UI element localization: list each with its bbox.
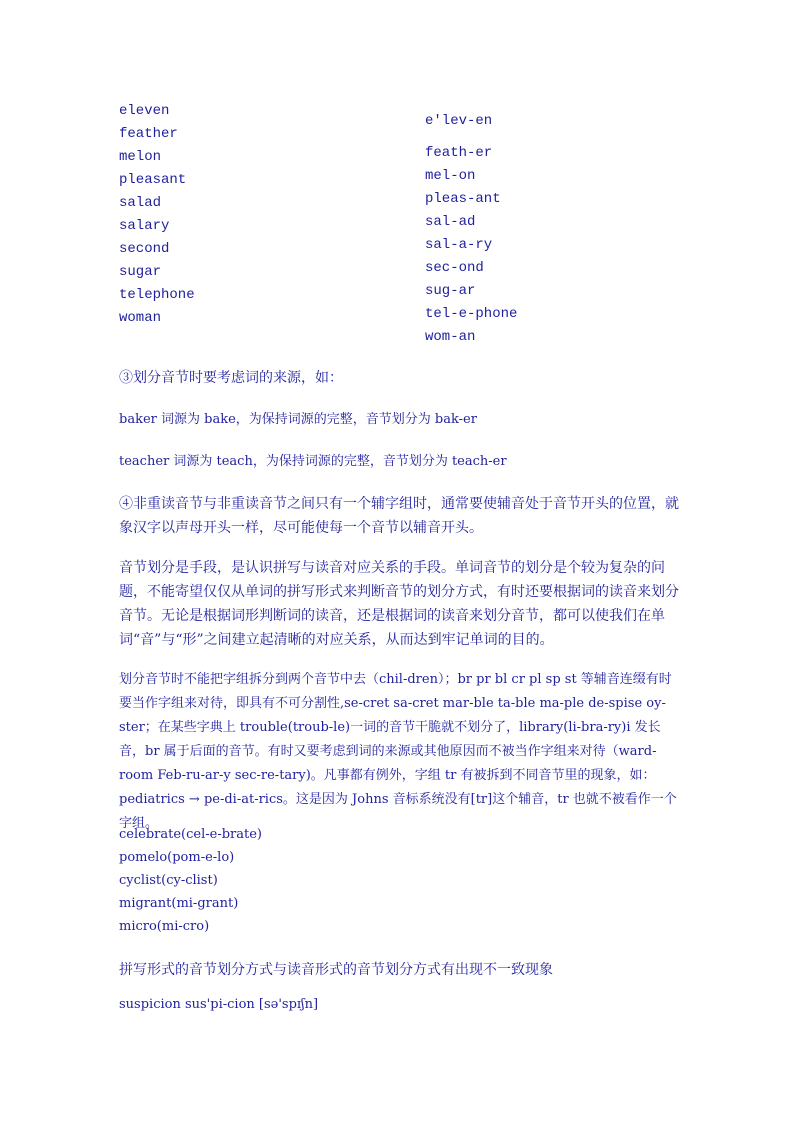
example-item: pomelo(pom-e-lo) (119, 850, 235, 865)
rule3-heading (119, 366, 679, 390)
syllable-item: tel-e-phone (425, 306, 518, 322)
rule3-example-2 (119, 450, 679, 474)
syllable-item: mel-on (425, 168, 476, 184)
rule4-paragraph (119, 492, 679, 540)
rule3-example-1-text: baker 词源为 bake，为保持词源的完整，音节划分为 bak-er (119, 412, 477, 427)
syllable-item: sec-ond (425, 260, 484, 276)
mismatch-heading-text: 拼写形式的音节划分方式与读音形式的音节划分方式有出现不一致现象 (119, 962, 553, 978)
mismatch-heading (119, 958, 679, 982)
word-item: sugar (119, 264, 162, 280)
clusters-paragraph (119, 668, 679, 836)
word-item: melon (119, 149, 162, 165)
word-item: feather (119, 126, 178, 142)
word-item: second (119, 241, 170, 257)
syllable-item: feath-er (425, 145, 493, 161)
syllable-item: sal-ad (425, 214, 476, 230)
syllable-item: pleas-ant (425, 191, 501, 207)
syllable-item: wom-an (425, 329, 476, 345)
mismatch-example-text: suspicion sus'pi-cion [sə'spɪʃn] (119, 997, 319, 1012)
mismatch-example (119, 993, 679, 1017)
word-item: pleasant (119, 172, 187, 188)
word-item: salary (119, 218, 170, 234)
rule3-example-1 (119, 408, 679, 432)
example-item: micro(mi-cro) (119, 919, 210, 934)
example-item: migrant(mi-grant) (119, 896, 239, 911)
example-item: celebrate(cel-e-brate) (119, 827, 262, 842)
word-item: telephone (119, 287, 195, 303)
clusters-text: 划分音节时不能把字组拆分到两个音节中去（chil-dren）；br pr bl cr pl sp st 等辅音连缀有时要当作字组来对待，即具有不可分割性,se-cret sa-cret mar-ble ta-ble ma-ple de-spise oy-ster；在某些字典上 trouble(troub-le)一词的音节干脆就不划分了，library(li-bra-ry)i 发长音，br 属于后面的音节。有时又要考虑到词的来源或其他原因而不被当作字组来对待（ward-room Feb-ru-ar-y sec-re-tary)。凡事都有例外，字组 tr 有被拆到不同音节里的现象，如：pediatrics → pe-di-at-rics。这是因为 Johns 音标系统没有[tr]这个辅音，tr 也就不被看作一个字组。 (119, 672, 677, 831)
syllable-item: sug-ar (425, 283, 476, 299)
syllable-item: e'lev-en (425, 113, 493, 129)
summary-text: 音节划分是手段，是认识拼写与读音对应关系的手段。单词音节的划分是个较为复杂的问题，不能寄望仅仅从单词的拼写形式来判断音节的划分方式，有时还要根据词的读音来划分音节。无论是根据词形判断词的读音，还是根据词的读音来划分音节，都可以使我们在单词“音”与“形”之间建立起清晰的对应关系，从而达到牢记单词的目的。 (119, 560, 679, 648)
rule3-example-2-text: teacher 词源为 teach，为保持词源的完整，音节划分为 teach-er (119, 454, 507, 469)
syllable-item: sal-a-ry (425, 237, 493, 253)
word-column (119, 100, 195, 330)
syllable-column (425, 110, 517, 349)
word-item: eleven (119, 103, 170, 119)
example-list (119, 823, 679, 938)
example-item: cyclist(cy-clist) (119, 873, 218, 888)
rule3-heading-text: ③划分音节时要考虑词的来源，如： (119, 370, 343, 386)
word-item: salad (119, 195, 162, 211)
rule4-text: ④非重读音节与非重读音节之间只有一个辅字组时，通常要使辅音处于音节开头的位置，就象汉字以声母开头一样，尽可能使每一个音节以辅音开头。 (119, 496, 679, 536)
summary-paragraph (119, 556, 679, 652)
word-item: woman (119, 310, 162, 326)
